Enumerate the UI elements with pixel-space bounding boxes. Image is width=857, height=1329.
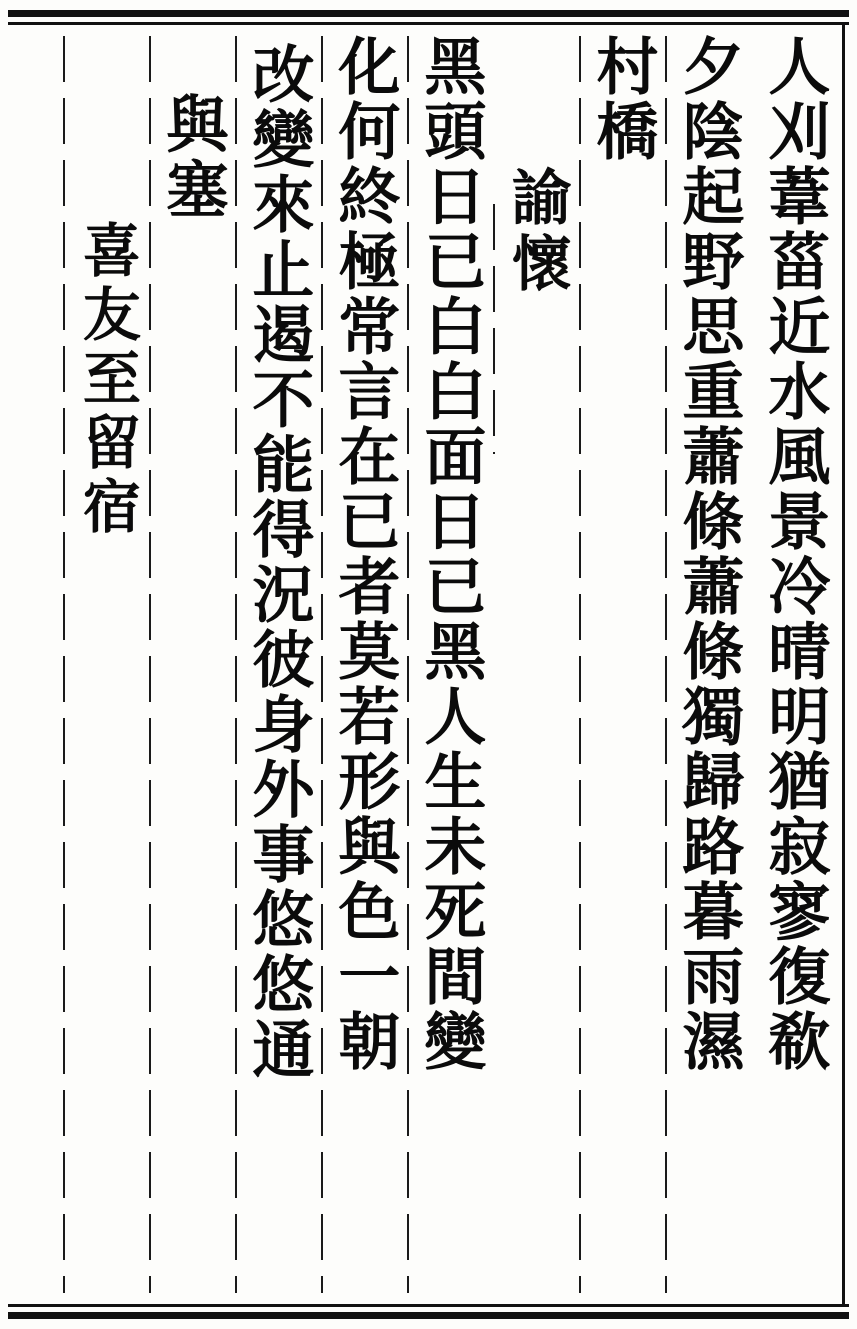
page-border-top-thick <box>8 10 849 17</box>
section-heading: 喜友至留宿 <box>72 220 141 540</box>
text-column-5 <box>407 34 493 1295</box>
text-column-4-heading <box>493 34 579 1295</box>
column-text: 與塞 <box>155 92 229 222</box>
column-text: 化何終極常言在已者莫若形與色一朝 <box>327 34 401 1074</box>
page-border-top-thin <box>8 22 849 25</box>
page-border-bottom-thick <box>8 1312 849 1319</box>
text-column-7 <box>235 34 321 1295</box>
text-column-9-heading <box>63 34 149 1295</box>
text-column-3 <box>579 34 665 1295</box>
column-text: 夕陰起野思重蕭條蕭條獨歸路暮雨濕 <box>671 34 745 1074</box>
column-text: 人刈葦菑近水風景冷晴明猶寂寥復欷 <box>757 34 831 1074</box>
column-text: 黑頭日已白白面日已黑人生未死間變 <box>413 34 487 1074</box>
text-column-1 <box>751 34 837 1295</box>
page-border-bottom-thin <box>8 1304 849 1307</box>
text-column-container <box>14 34 837 1295</box>
page-border-right <box>842 25 845 1304</box>
column-text: 村橋 <box>585 34 659 164</box>
text-column-8 <box>149 34 235 1295</box>
column-text: 改變來止遏不能得況彼身外事悠悠通 <box>241 42 315 1082</box>
section-heading: 諭懷 <box>501 166 572 298</box>
text-column-6 <box>321 34 407 1295</box>
text-column-2 <box>665 34 751 1295</box>
